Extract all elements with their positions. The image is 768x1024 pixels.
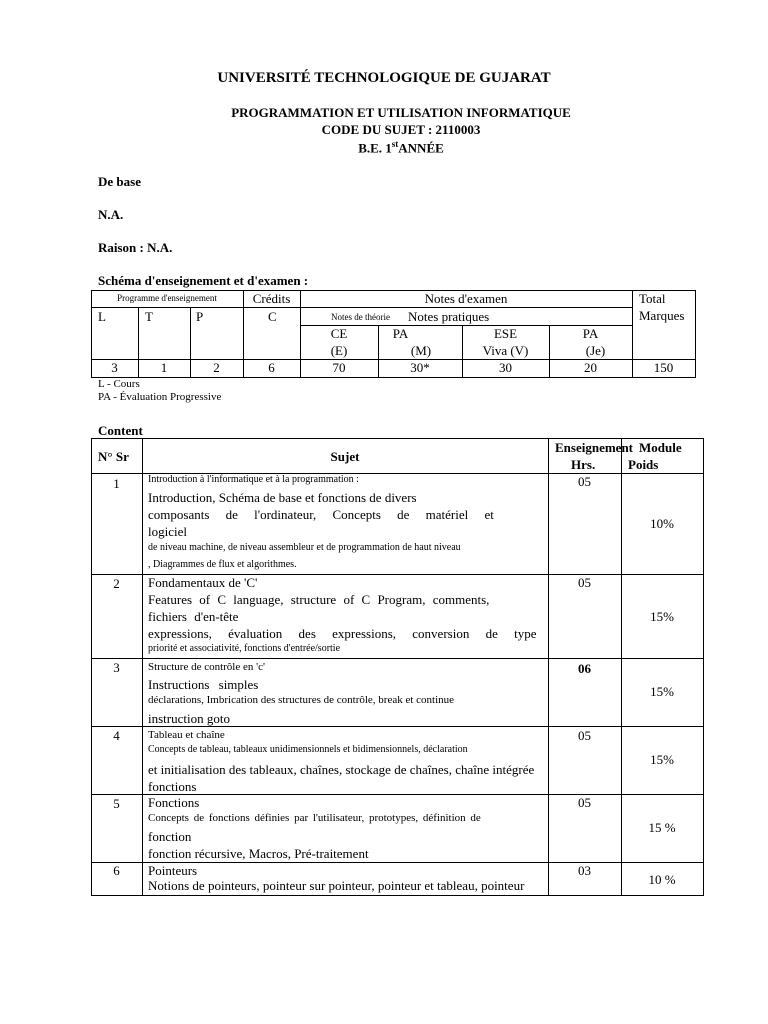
value-j: 20 [584,360,597,375]
year-sup: st [391,139,399,149]
row-2-sr: 2 [113,576,120,591]
subject-header: Sujet [330,449,360,464]
row-3-line-3: déclarations, Imbrication des structures de contrôle, break et continue [148,694,455,706]
col-c: C [268,309,277,324]
ese-header: ESE [493,326,518,341]
year-suffix: ANNÉE [398,140,444,156]
row-6-weight: 10 % [648,872,676,887]
value-v: 30 [499,360,512,375]
row-6-line-2: Notions de pointeurs, pointeur sur pointeur, pointeur et tableau, pointeur [148,878,525,893]
row-1-weight: 10% [650,516,674,531]
exam-marks-header: Notes d'examen [424,291,508,306]
row-3-line-2: Instructions simples [148,677,259,692]
hours-header: Hrs. [571,457,596,472]
row-4-sr: 4 [113,728,120,743]
row-4-line-2: Concepts de tableau, tableaux unidimensionnels et bidimensionnels, déclaration [148,744,468,755]
pa2-sub: (Je) [585,343,606,358]
row-4-line-3: et initialisation des tableaux, chaînes, stockage de chaînes, chaîne intégrée [148,762,535,777]
scheme-heading: Schéma d'enseignement et d'examen : [98,273,309,288]
year-line [0,139,768,156]
total-header: Total [639,291,666,306]
pa2-header: PA [582,326,599,341]
row-2-line-2: Features of C language, structure of C Program, comments, [148,592,490,607]
row-5-hours: 05 [578,795,591,810]
row-4-line-4: fonctions [148,779,197,794]
row-5-line-3: fonction [148,829,192,844]
row-1-line-4: logiciel [148,524,187,539]
row-5-weight: 15 % [648,820,676,835]
pa-sub: (M) [410,343,432,358]
row-3-sr: 3 [113,660,120,675]
value-c: 6 [268,360,275,375]
content-heading: Content [98,423,143,438]
ese-sub: Viva (V) [482,343,529,358]
theory-marks-header: Notes de théorie [331,312,390,322]
row-5-line-2: Concepts de fonctions définies par l'utilisateur, prototypes, définition de [148,812,481,824]
scheme-table [91,290,696,378]
module-header: Module [639,440,682,455]
row-1-line-6: , Diagrammes de flux et algorithmes. [148,559,297,570]
value-e: 70 [332,360,346,375]
row-1-hours: 05 [578,474,591,489]
university-title: UNIVERSITÉ TECHNOLOGIQUE DE GUJARAT [217,70,551,86]
row-5-sr: 5 [113,796,120,811]
na-heading: N.A. [98,207,124,222]
row-4-hours: 05 [578,728,591,743]
row-2-weight: 15% [650,609,674,624]
row-3-line-4: instruction goto [148,711,230,726]
row-1-sr: 1 [113,476,120,491]
row-2-line-1: Fondamentaux de 'C' [148,575,258,590]
row-6-line-1: Pointeurs [148,863,198,878]
legend-pa: PA - Évaluation Progressive [98,391,222,403]
row-3-hours: 06 [578,661,591,676]
row-3-line-1: Structure de contrôle en 'c' [148,661,265,673]
col-p: P [196,309,204,324]
legend-l: L - Cours [98,378,140,390]
row-5-line-1: Fonctions [148,795,200,810]
de-base-heading: De base [98,174,141,189]
row-4-weight: 15% [650,752,674,767]
weight-header: Poids [628,457,659,472]
practical-marks-header: Notes pratiques [408,309,490,324]
raison-heading: Raison : N.A. [98,240,173,255]
row-2-hours: 05 [578,575,591,590]
year-prefix: B.E. 1 [358,140,392,156]
subject-title: PROGRAMMATION ET UTILISATION INFORMATIQUE [231,105,571,120]
sr-header: N° Sr [98,449,129,464]
value-m: 30* [410,360,430,375]
value-l: 3 [111,360,118,375]
pa-header: PA [392,326,409,341]
teaching-header: Enseignement [555,440,633,455]
row-1-line-1: Introduction à l'informatique et à la programmation : [148,474,359,485]
marks-header: Marques [639,308,685,323]
teaching-program-header: Programme d'enseignement [117,293,217,303]
value-total: 150 [653,360,674,375]
row-2-line-3: fichiers d'en-tête [148,609,239,624]
row-1-line-5: de niveau machine, de niveau assembleur et de programmation de haut niveau [148,542,461,553]
col-t: T [145,309,153,324]
row-6-hours: 03 [578,863,591,878]
row-6-sr: 6 [113,863,120,878]
credits-header: Crédits [252,291,291,306]
value-t: 1 [160,360,168,375]
row-3-weight: 15% [650,684,674,699]
value-p: 2 [213,360,220,375]
ce-sub: (E) [330,343,348,358]
subject-code: CODE DU SUJET : 2110003 [321,122,481,137]
content-table [91,438,704,896]
row-1-line-2: Introduction, Schéma de base et fonctions de divers [148,490,417,505]
row-4-line-1: Tableau et chaîne [148,729,225,741]
row-2-line-4: expressions, évaluation des expressions, conversion de type [148,626,537,641]
col-l: L [98,309,106,324]
row-2-line-5: priorité et associativité, fonctions d'entrée/sortie [148,643,341,654]
row-1-line-3: composants de l'ordinateur, Concepts de matériel et [148,507,494,522]
ce-header: CE [330,326,348,341]
row-5-line-4: fonction récursive, Macros, Pré-traitement [148,846,369,861]
